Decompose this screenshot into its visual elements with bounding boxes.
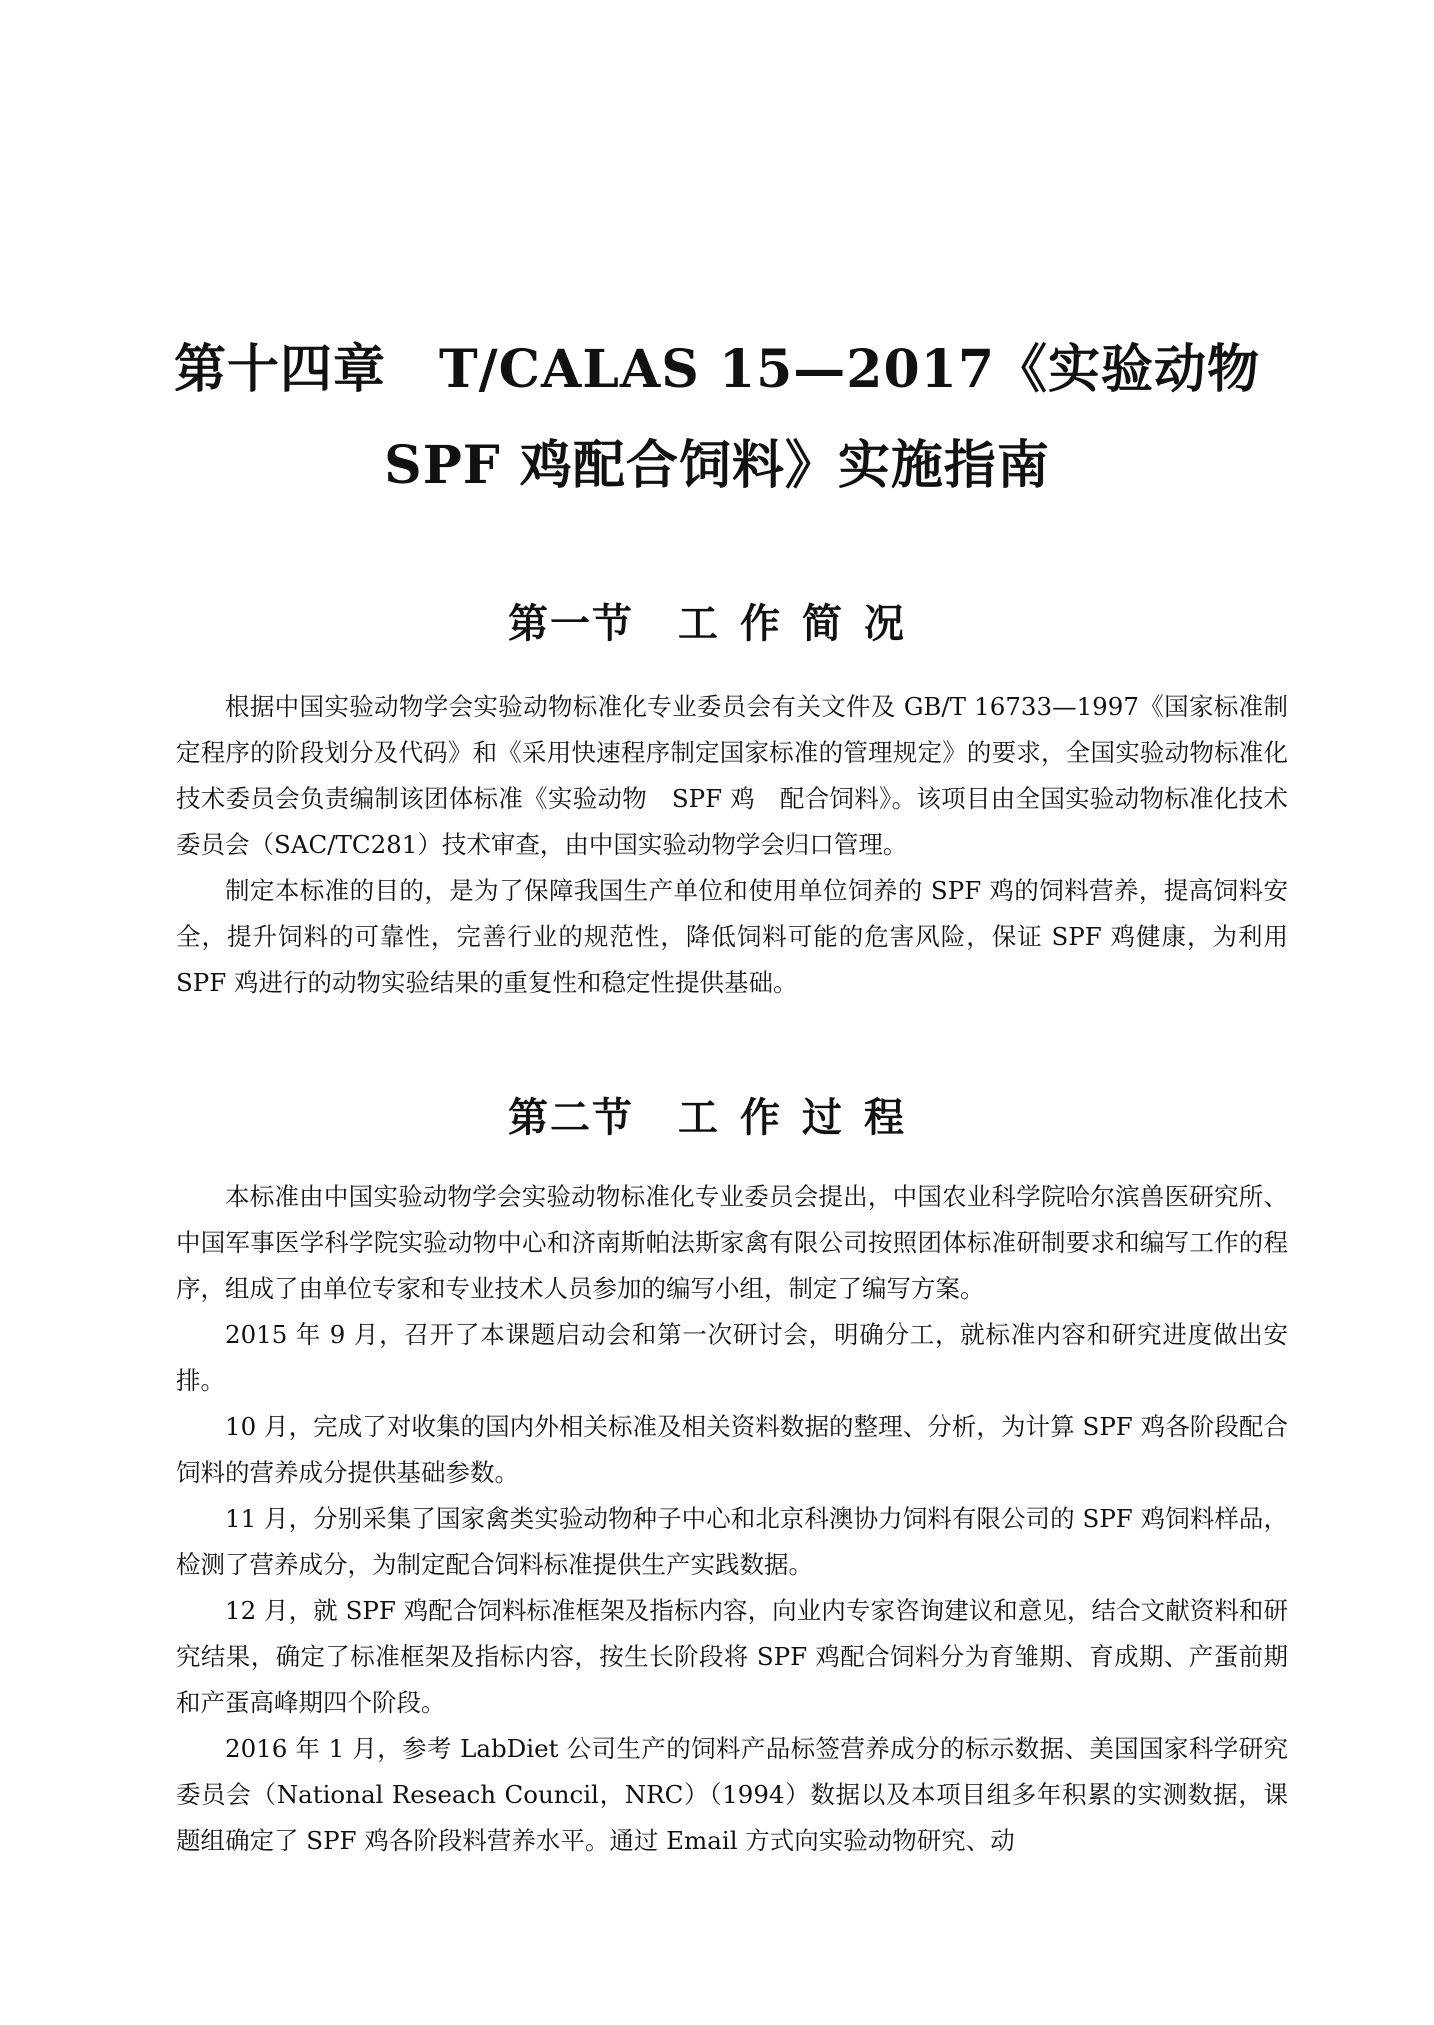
section-2-body <box>176 1174 1288 1864</box>
section-2-number: 第二节 <box>508 1094 634 1141</box>
chapter-title-line-2: SPF 鸡配合饲料》实施指南 <box>384 435 1050 496</box>
section-2-paragraph-6: 2016 年 1 月，参考 LabDiet 公司生产的饲料产品标签营养成分的标示数据、美国国家科学研究委员会（National Reseach Council，NRC）（1994）数据以及本项目组多年积累的实测数据，课题组确定了 SPF 鸡各阶段料营养水平。通过 Email 方式向实验动物研究、动 <box>176 1734 1288 1855</box>
section-2-name: 工作过程 <box>678 1094 926 1141</box>
section-1-heading <box>150 596 1284 652</box>
chapter-title-line-1: 第十四章 T/CALAS 15—2017《实验动物 <box>173 339 1261 400</box>
section-1-name: 工作简况 <box>678 600 926 647</box>
section-1-number: 第一节 <box>508 600 634 647</box>
section-1-paragraph-2: 制定本标准的目的，是为了保障我国生产单位和使用单位饲养的 SPF 鸡的饲料营养，提高饲料安全，提升饲料的可靠性，完善行业的规范性，降低饲料可能的危害风险，保证 SPF 鸡健康，为利用 SPF 鸡进行的动物实验结果的重复性和稳定性提供基础。 <box>176 876 1288 997</box>
section-2-heading <box>150 1090 1284 1146</box>
section-2-paragraph-2: 2015 年 9 月，召开了本课题启动会和第一次研讨会，明确分工，就标准内容和研究进度做出安排。 <box>176 1320 1288 1395</box>
section-2-paragraph-5: 12 月，就 SPF 鸡配合饲料标准框架及指标内容，向业内专家咨询建议和意见，结合文献资料和研究结果，确定了标准框架及指标内容，按生长阶段将 SPF 鸡配合饲料分为育雏期、育成期、产蛋前期和产蛋高峰期四个阶段。 <box>176 1596 1288 1717</box>
section-2-paragraph-4: 11 月，分别采集了国家禽类实验动物种子中心和北京科澳协力饲料有限公司的 SPF 鸡饲料样品，检测了营养成分，为制定配合饲料标准提供生产实践数据。 <box>176 1504 1288 1579</box>
chapter-title <box>150 322 1284 514</box>
section-1-body <box>176 684 1288 1006</box>
section-1-paragraph-1: 根据中国实验动物学会实验动物标准化专业委员会有关文件及 GB/T 16733—1997《国家标准制定程序的阶段划分及代码》和《采用快速程序制定国家标准的管理规定》的要求，全国实验动物标准化技术委员会负责编制该团体标准《实验动物 SPF 鸡 配合饲料》。该项目由全国实验动物标准化技术委员会（SAC/TC281）技术审查，由中国实验动物学会归口管理。 <box>176 692 1288 859</box>
section-2-paragraph-1: 本标准由中国实验动物学会实验动物标准化专业委员会提出，中国农业科学院哈尔滨兽医研究所、中国军事医学科学院实验动物中心和济南斯帕法斯家禽有限公司按照团体标准研制要求和编写工作的程序，组成了由单位专家和专业技术人员参加的编写小组，制定了编写方案。 <box>176 1182 1288 1303</box>
section-2-paragraph-3: 10 月，完成了对收集的国内外相关标准及相关资料数据的整理、分析，为计算 SPF 鸡各阶段配合饲料的营养成分提供基础参数。 <box>176 1412 1288 1487</box>
